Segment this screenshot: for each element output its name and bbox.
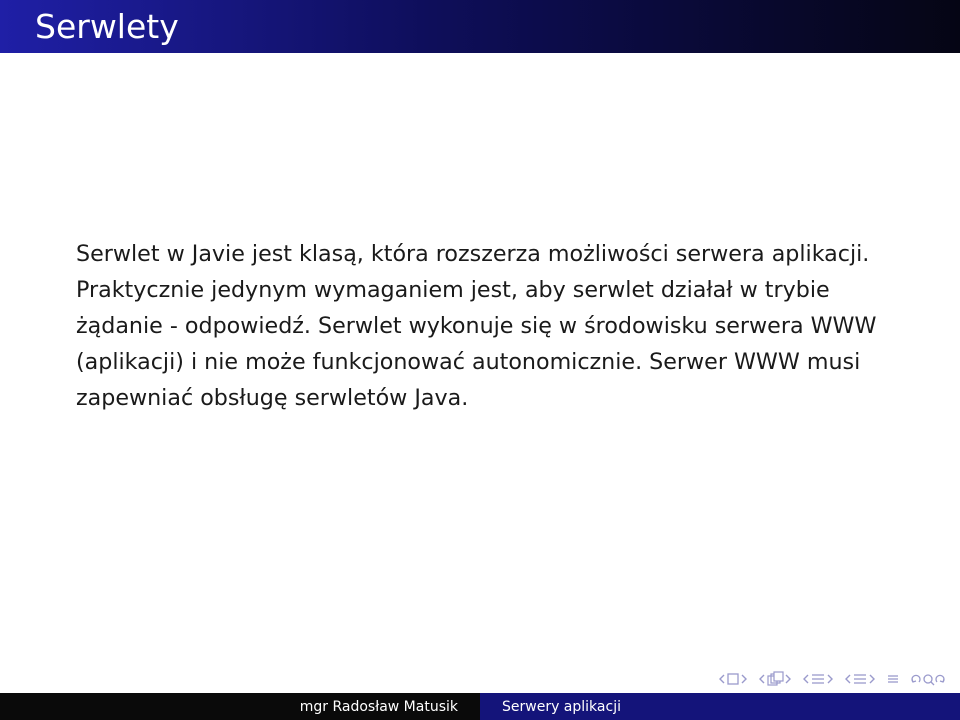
slide-next-icon[interactable] <box>740 673 748 685</box>
slide-title: Serwlety <box>35 7 179 46</box>
title-bar <box>0 0 960 53</box>
nav-subsection-group <box>802 672 834 686</box>
subsection-icon <box>810 672 826 686</box>
section-next-icon[interactable] <box>868 673 876 685</box>
beamer-navigation <box>708 669 946 689</box>
align-icon[interactable] <box>886 672 900 686</box>
subsection-next-icon[interactable] <box>826 673 834 685</box>
footer-course: Serwery aplikacji <box>480 693 960 720</box>
nav-slide-group <box>718 672 748 686</box>
nav-section-group <box>844 672 876 686</box>
frame-prev-icon[interactable] <box>758 673 766 685</box>
subsection-prev-icon[interactable] <box>802 673 810 685</box>
frame-icon <box>766 671 784 687</box>
slide-icon <box>726 672 740 686</box>
slide-prev-icon[interactable] <box>718 673 726 685</box>
nav-search-group <box>910 672 946 686</box>
section-icon <box>852 672 868 686</box>
nav-align-group <box>886 672 900 686</box>
frame-next-icon[interactable] <box>784 673 792 685</box>
footer <box>0 693 960 720</box>
footer-author: mgr Radosław Matusik <box>0 693 480 720</box>
slide-body-text: Serwlet w Javie jest klasą, która rozszerza możliwości serwera aplikacji. Praktycznie jedynym wymaganiem jest, aby serwlet działał w trybie żądanie - odpowiedź. Serwlet wykonuje się w środowisku serwera WWW (aplikacji) i nie może funkcjonować autonomicznie. Serwer WWW musi zapewniać obsługę serwletów Java. <box>76 241 877 411</box>
section-prev-icon[interactable] <box>844 673 852 685</box>
search-icon[interactable] <box>910 672 946 686</box>
nav-frame-group <box>758 671 792 687</box>
